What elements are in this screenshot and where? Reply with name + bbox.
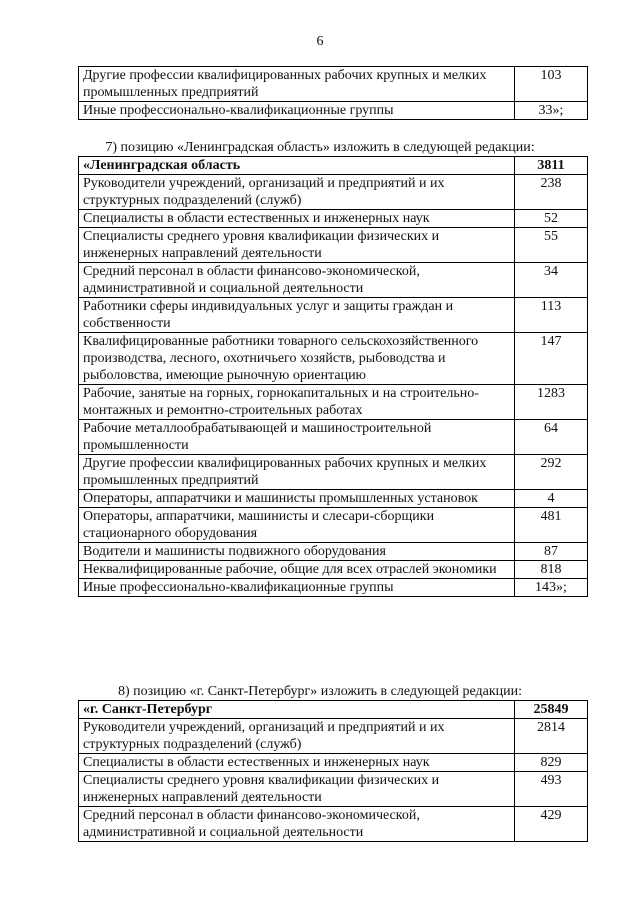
table-row: [79, 807, 588, 842]
row-value: 33»;: [515, 102, 588, 120]
row-label: Другие профессии квалифицированных рабочих крупных и мелких промышленных предприятий: [79, 67, 515, 102]
row-label: Работники сферы индивидуальных услуг и защиты граждан и собственности: [79, 298, 515, 333]
row-value: 238: [515, 175, 588, 210]
table-row: [79, 579, 588, 597]
row-label: Руководители учреждений, организаций и предприятий и их структурных подразделений (служб): [79, 175, 515, 210]
row-label: Специалисты среднего уровня квалификации физических и инженерных направлений деятельности: [79, 772, 515, 807]
table-row: [79, 210, 588, 228]
table-row: [79, 420, 588, 455]
row-value: 481: [515, 508, 588, 543]
table-row: [79, 490, 588, 508]
row-value: 64: [515, 420, 588, 455]
row-value: 1283: [515, 385, 588, 420]
row-value: 2814: [515, 719, 588, 754]
row-label: Средний персонал в области финансово-экономической, административной и социальной деятельности: [79, 263, 515, 298]
row-value: 292: [515, 455, 588, 490]
table-leningrad-oblast: [78, 156, 588, 597]
row-label: Операторы, аппаратчики и машинисты промышленных установок: [79, 490, 515, 508]
table-row: [79, 298, 588, 333]
header-value: 25849: [515, 701, 588, 719]
row-value: 429: [515, 807, 588, 842]
table-row: [79, 455, 588, 490]
row-label: Рабочие, занятые на горных, горнокапитальных и на строительно-монтажных и ремонтно-строительных работах: [79, 385, 515, 420]
row-label: Рабочие металлообрабатывающей и машиностроительной промышленности: [79, 420, 515, 455]
row-value: 493: [515, 772, 588, 807]
page-number: 6: [316, 34, 324, 49]
row-value: 143»;: [515, 579, 588, 597]
row-value: 55: [515, 228, 588, 263]
table-row: [79, 263, 588, 298]
table-header-row: [79, 157, 588, 175]
table-row: [79, 67, 588, 102]
paragraph-8: 8) позицию «г. Санкт-Петербург» изложить в следующей редакции:: [118, 684, 522, 699]
row-label: Средний персонал в области финансово-экономической, административной и социальной деятельности: [79, 807, 515, 842]
table-row: [79, 772, 588, 807]
header-label: «г. Санкт-Петербург: [79, 701, 515, 719]
row-value: 103: [515, 67, 588, 102]
table-continued: [78, 66, 588, 120]
row-value: 52: [515, 210, 588, 228]
table-row: [79, 543, 588, 561]
table-row: [79, 754, 588, 772]
row-value: 113: [515, 298, 588, 333]
row-label: Неквалифицированные рабочие, общие для всех отраслей экономики: [79, 561, 515, 579]
table-row: [79, 385, 588, 420]
row-label: Специалисты среднего уровня квалификации физических и инженерных направлений деятельности: [79, 228, 515, 263]
row-label: Квалифицированные работники товарного сельскохозяйственного производства, лесного, охотничьего хозяйств, рыбоводства и рыболовства, имеющие рыночную ориентацию: [79, 333, 515, 385]
table-row: [79, 333, 588, 385]
row-value: 4: [515, 490, 588, 508]
row-label: Другие профессии квалифицированных рабочих крупных и мелких промышленных предприятий: [79, 455, 515, 490]
row-label: Руководители учреждений, организаций и предприятий и их структурных подразделений (служб): [79, 719, 515, 754]
row-label: Специалисты в области естественных и инженерных наук: [79, 210, 515, 228]
table-row: [79, 175, 588, 210]
paragraph-7: 7) позицию «Ленинградская область» изложить в следующей редакции:: [105, 140, 535, 155]
table-saint-petersburg: [78, 700, 588, 842]
table-row: [79, 508, 588, 543]
row-label: Специалисты в области естественных и инженерных наук: [79, 754, 515, 772]
table-row: [79, 102, 588, 120]
row-label: Иные профессионально-квалификационные группы: [79, 579, 515, 597]
row-label: Операторы, аппаратчики, машинисты и слесари-сборщики стационарного оборудования: [79, 508, 515, 543]
row-value: 87: [515, 543, 588, 561]
header-label: «Ленинградская область: [79, 157, 515, 175]
table-row: [79, 719, 588, 754]
table-row: [79, 228, 588, 263]
row-value: 818: [515, 561, 588, 579]
table-header-row: [79, 701, 588, 719]
row-value: 829: [515, 754, 588, 772]
row-label: Иные профессионально-квалификационные группы: [79, 102, 515, 120]
row-label: Водители и машинисты подвижного оборудования: [79, 543, 515, 561]
row-value: 147: [515, 333, 588, 385]
table-row: [79, 561, 588, 579]
header-value: 3811: [515, 157, 588, 175]
row-value: 34: [515, 263, 588, 298]
